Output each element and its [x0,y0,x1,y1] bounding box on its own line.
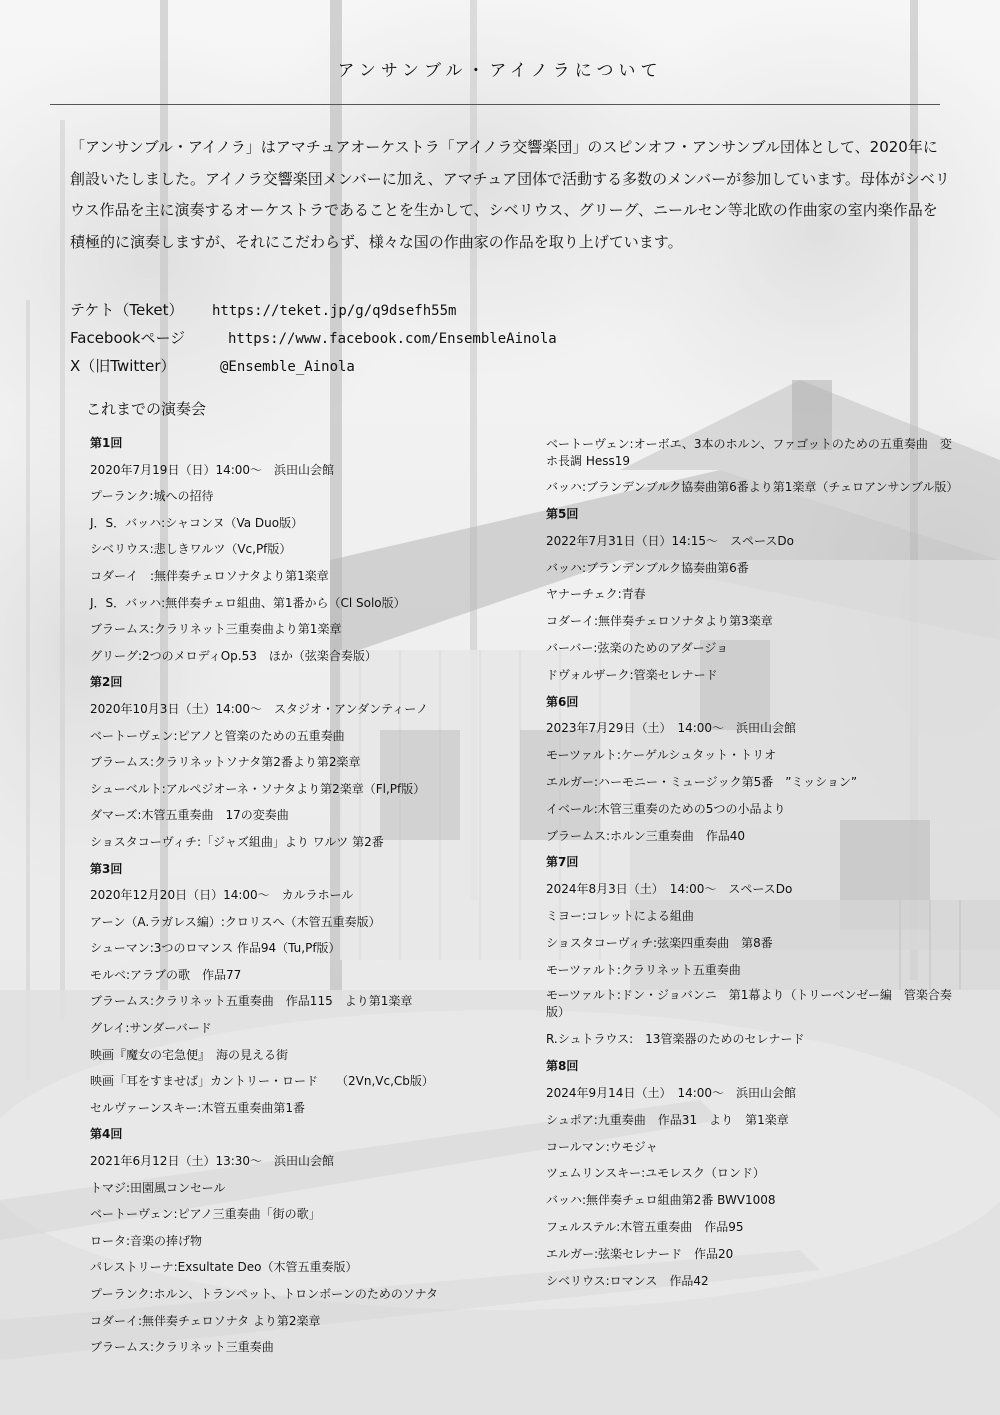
program-item: セルヴァーンスキー:木管五重奏曲第1番 [90,1100,305,1115]
concerts-left-column [90,430,490,1361]
program-item: 映画「耳をすませば」カントリー・ロード （2Vn,Vc,Cb版） [90,1074,434,1089]
program-item: シューベルト:アルペジオーネ・ソナタより第2楽章（Fl,Pf版） [90,781,426,796]
program-item: 2024年8月3日（土） 14:00～ スペースDo [546,882,793,897]
program-item: 2021年6月12日（土）13:30～ 浜田山会館 [90,1154,335,1169]
concert-heading: 第5回 [546,507,579,521]
program-item: ショスタコーヴィチ:「ジャズ組曲」より ワルツ 第2番 [90,834,384,849]
program-item: ミヨー:コレットによる組曲 [546,908,694,923]
program-item: ダマーズ:木管五重奏曲 17の変奏曲 [90,808,289,823]
program-item: ブラームス:クラリネット三重奏曲 [90,1340,274,1355]
concert-heading: 第6回 [546,694,579,709]
program-item: アーン（A.ラガレス編）:クロリスへ（木管五重奏版） [90,914,381,929]
link-x [70,352,950,380]
program-item: コダーイ:無伴奏チェロソナタより第3楽章 [546,614,773,629]
facebook-url[interactable]: https://www.facebook.com/EnsembleAinola [228,331,557,347]
x-handle[interactable]: @Ensemble_Ainola [220,359,355,375]
program-item: ベートーヴェン:オーボエ、3本のホルン、ファゴットのための五重奏曲 変ホ長調 Hess19 [546,437,952,468]
program-item: モーツァルト:クラリネット五重奏曲 [546,962,741,977]
link-facebook [70,324,950,352]
intro-section [70,132,950,258]
program-item: パレストリーナ:Exsultate Deo（木管五重奏版） [90,1260,358,1275]
program-item: シベリウス:悲しきワルツ（Vc,Pf版） [90,542,292,557]
program-item: コダーイ :無伴奏チェロソナタより第1楽章 [90,568,329,583]
teket-url[interactable]: https://teket.jp/g/q9dsefh55m [212,303,457,319]
program-item: ロータ:音楽の捧げ物 [90,1233,203,1248]
program-item: グリーグ:2つのメロディOp.53 ほか（弦楽合奏版） [90,648,377,663]
program-item: モーツァルト:ケーゲルシュタット・トリオ [546,748,777,763]
program-item: ショスタコーヴィチ:弦楽四重奏曲 第8番 [546,935,773,950]
intro-text: 「アンサンブル・アイノラ」はアマチュアオーケストラ「アイノラ交響楽団」のスピンオフ・アンサンブル団体として、2020年に創設いたしました。アイノラ交響楽団メンバーに加え、アマチュア団体で活動する多数のメンバーが参加しています。母体がシベリウス作品を主に演奏するオーケストラであることを生かして、シベリウス、グリーグ、ニールセン等北欧の作曲家の室内楽作品を積極的に演奏しますが、それにこだわらず、様々な国の作曲家の作品を取り上げています。 [70,138,950,251]
program-item: トマジ:田園風コンセール [90,1180,226,1195]
program-item: ヤナーチェク:青春 [546,587,646,602]
program-item: 2022年7月31日（日）14:15～ スペースDo [546,533,795,548]
program-item: ブラームス:クラリネットソナタ第2番より第2楽章 [90,755,361,770]
program-item: ベートーヴェン:ピアノ三重奏曲「街の歌」 [90,1207,321,1222]
concert-heading: 第7回 [546,855,579,870]
link-label: Facebookページ [70,329,186,347]
program-item: 2023年7月29日（土） 14:00～ 浜田山会館 [546,721,797,736]
program-item: モルベ:アラブの歌 作品77 [90,967,242,982]
program-item: バッハ:ブランデンブルク協奏曲第6番 [546,560,749,575]
program-item: ドヴォルザーク:管楽セレナード [546,667,718,682]
program-item: イベール:木管三重奏のための5つの小品より [546,801,786,816]
program-item: 映画『魔女の宅急便』 海の見える街 [90,1047,289,1062]
program-item: J．S．バッハ:シャコンヌ（Va Duo版） [90,515,304,530]
concert-heading: 第2回 [90,675,123,690]
program-item: フェルステル:木管五重奏曲 作品95 [546,1219,744,1234]
program-item: バッハ:無伴奏チェロ組曲第2番 BWV1008 [546,1193,776,1208]
program-item: エルガー:弦楽セレナード 作品20 [546,1246,734,1261]
program-item: コールマン:ウモジャ [546,1139,658,1154]
concerts-heading: これまでの演奏会 [86,400,207,418]
program-item: ベートーヴェン:ピアノと管楽のための五重奏曲 [90,728,345,743]
program-item: ブラームス:クラリネット三重奏曲より第1楽章 [90,622,342,637]
page-title: アンサンブル・アイノラについて [337,61,663,81]
program-item: バッハ:ブランデンブルク協奏曲第6番より第1楽章（チェロアンサンブル版） [546,480,959,494]
program-item: エルガー:ハーモニー・ミュージック第5番 ”ミッション” [546,774,858,789]
program-item: 2024年9月14日（土） 14:00～ 浜田山会館 [546,1085,797,1100]
concert-heading: 第1回 [90,436,123,450]
program-item: ブラームス:クラリネット五重奏曲 作品115 より第1楽章 [90,994,413,1009]
concert-heading: 第3回 [90,861,123,876]
program-item: 2020年10月3日（土）14:00～ スタジオ・アンダンティーノ [90,701,428,716]
program-item: コダーイ:無伴奏チェロソナタ より第2楽章 [90,1313,321,1328]
concert-heading: 第4回 [90,1127,123,1142]
program-item: 2020年7月19日（日）14:00～ 浜田山会館 [90,462,335,477]
program-item: バーバー:弦楽のためのアダージョ [546,640,729,655]
program-item: プーランク:城への招待 [90,489,214,504]
title-divider [50,104,940,105]
link-teket [70,296,950,324]
link-label: X（旧Twitter） [70,357,176,375]
program-item: グレイ:サンダーバード [90,1021,212,1036]
program-item: ブラームス:ホルン三重奏曲 作品40 [546,828,746,843]
program-item: ツェムリンスキー:ユモレスク（ロンド） [546,1166,765,1181]
program-item: 2020年12月20日（日）14:00～ カルラホール [90,888,354,903]
concert-heading: 第8回 [546,1059,579,1074]
program-item: プーランク:ホルン、トランペット、トロンボーンのためのソナタ [90,1287,439,1301]
program-item: J．S．バッハ:無伴奏チェロ組曲、第1番から（Cl Solo版） [90,595,406,610]
program-item: シューマン:3つのロマンス 作品94（Tu,Pf版） [90,941,341,956]
links-section [70,296,950,380]
link-label: テケト（Teket） [70,301,184,319]
concerts-right-column [546,432,959,1294]
program-item: シベリウス:ロマンス 作品42 [546,1273,709,1288]
program-item: R.シュトラウス: 13管楽器のためのセレナード [546,1032,805,1047]
program-item: モーツァルト:ドン・ジョバンニ 第1幕より（トリーベンゼー編 管楽合奏版） [546,988,952,1020]
program-item: シュポア:九重奏曲 作品31 より 第1楽章 [546,1112,789,1127]
